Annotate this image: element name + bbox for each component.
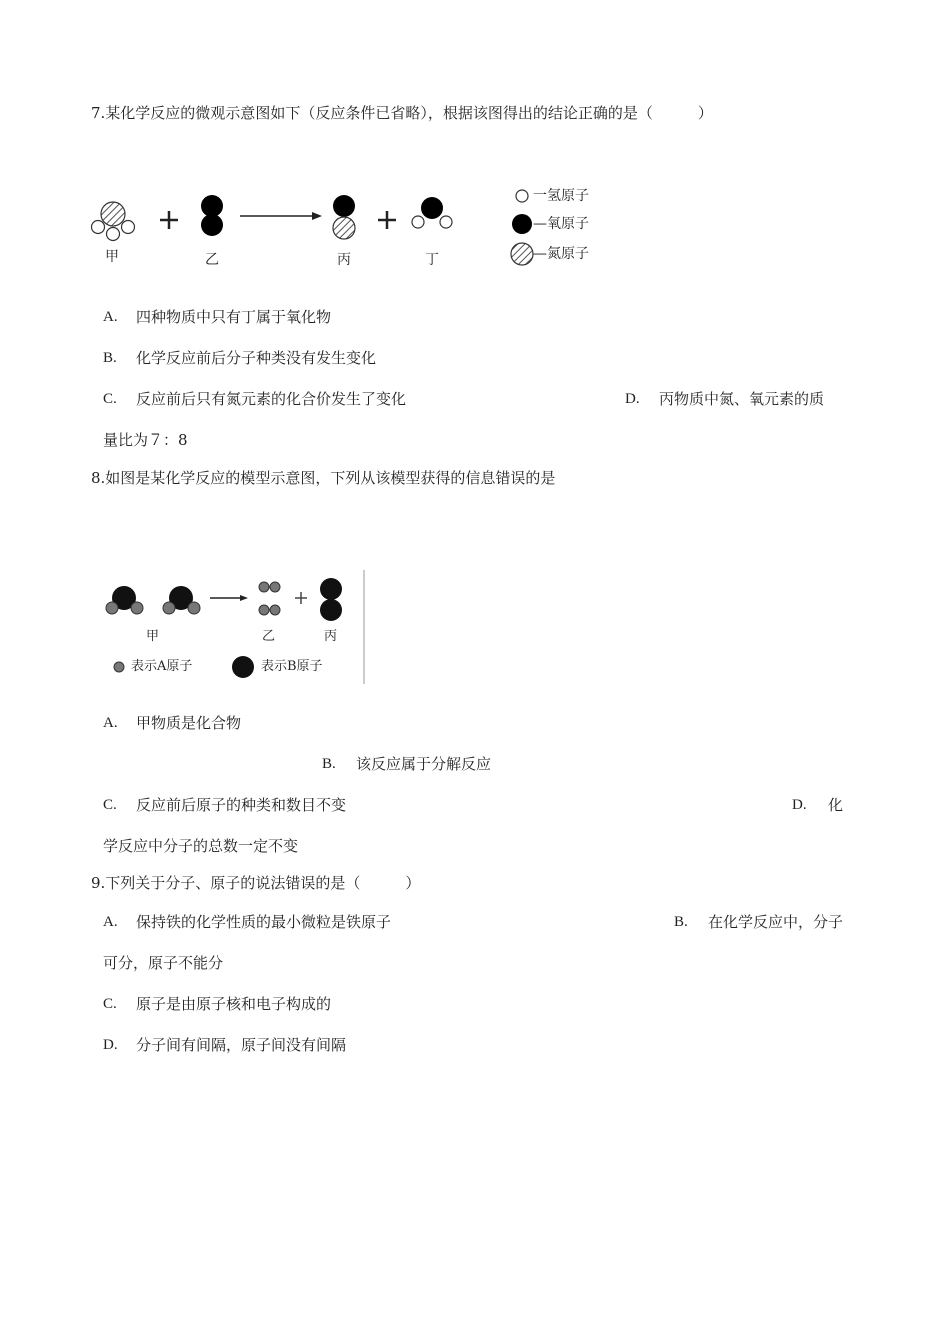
q7-plus-2 <box>378 211 396 229</box>
q7-molecule-yi <box>201 195 223 236</box>
q7-option-b-letter: B. <box>103 350 117 366</box>
q7-label-bing: 丙 <box>337 252 351 268</box>
q8-option-d-continued: 学反应中分子的总数一定不变 <box>103 837 299 855</box>
q8-plus <box>295 592 307 604</box>
q9-option-b-text: 在化学反应中，分子 <box>708 913 844 931</box>
q9-stem: 9.下列关于分子、原子的说法错误的是（ ） <box>91 874 421 892</box>
q9-option-b-continued: 可分，原子不能分 <box>103 954 224 972</box>
q8-molecule-jia-2 <box>163 586 200 614</box>
q9-option-c-text: 原子是由原子核和电子构成的 <box>136 995 332 1013</box>
q9-option-c-letter: C. <box>103 996 117 1012</box>
q7-option-a-text: 四种物质中只有丁属于氧化物 <box>136 308 332 326</box>
q7-reaction-arrow <box>240 212 322 220</box>
q7-stem: 7.某化学反应的微观示意图如下（反应条件已省略），根据该图得出的结论正确的是（ ） <box>91 104 713 122</box>
q7-option-d-continued: 量比为７：8 <box>103 431 188 449</box>
q7-legend-hydrogen: 一氢原子 <box>533 188 589 204</box>
q8-option-a-text: 甲物质是化合物 <box>136 714 242 732</box>
q8-legend-a-symbol <box>114 662 124 672</box>
q8-reaction-arrow <box>210 595 248 601</box>
q9-option-b-letter: B. <box>674 914 688 930</box>
q8-molecule-jia-1 <box>106 586 143 614</box>
q8-stem: 8.如图是某化学反应的模型示意图，下列从该模型获得的信息错误的是 <box>91 469 556 487</box>
q7-option-c-letter: C. <box>103 391 117 407</box>
q8-option-a-letter: A. <box>103 715 118 731</box>
q8-legend-a: 表示A原子 <box>131 659 193 674</box>
q7-option-c-text: 反应前后只有氮元素的化合价发生了变化 <box>136 390 407 408</box>
q7-option-d-letter: D. <box>625 391 640 407</box>
q7-option-a-letter: A. <box>103 309 118 325</box>
q8-molecule-bing <box>320 578 342 621</box>
q7-molecule-bing <box>333 195 355 239</box>
q7-molecule-jia <box>92 202 135 241</box>
q9-option-d-text: 分子间有间隔，原子间没有间隔 <box>136 1036 347 1054</box>
q7-legend-oxygen-symbol <box>512 214 532 234</box>
q8-option-d-letter: D. <box>792 797 807 813</box>
q7-legend-hydrogen-symbol <box>516 190 528 202</box>
q7-option-d-text: 丙物质中氮、氧元素的质 <box>659 390 825 408</box>
q8-molecule-yi <box>259 582 280 615</box>
q8-label-yi: 乙 <box>262 629 276 644</box>
q9-option-d-letter: D. <box>103 1037 118 1053</box>
q8-legend-b-symbol <box>232 656 254 678</box>
q8-legend-b: 表示B原子 <box>261 659 323 674</box>
q7-legend-nitrogen: —氮原子 <box>533 246 589 262</box>
q7-molecule-ding <box>412 197 452 228</box>
q9-option-a-text: 保持铁的化学性质的最小微粒是铁原子 <box>136 913 392 931</box>
q8-label-jia: 甲 <box>146 629 160 644</box>
q8-option-c-letter: C. <box>103 797 117 813</box>
q7-legend-nitrogen-symbol <box>511 243 533 265</box>
q8-option-d-text: 化 <box>828 796 844 814</box>
q7-label-ding: 丁 <box>425 252 439 268</box>
q7-label-jia: 甲 <box>105 249 119 265</box>
q8-label-bing: 丙 <box>324 629 338 644</box>
q9-option-a-letter: A. <box>103 914 118 930</box>
q8-option-b-text: 该反应属于分解反应 <box>356 755 492 773</box>
q7-option-b-text: 化学反应前后分子种类没有发生变化 <box>136 349 377 367</box>
q7-plus-1 <box>160 211 178 229</box>
q8-option-c-text: 反应前后原子的种类和数目不变 <box>136 796 347 814</box>
q8-option-b-letter: B. <box>322 756 336 772</box>
q7-legend-oxygen: —氧原子 <box>533 216 589 232</box>
q7-label-yi: 乙 <box>205 252 219 268</box>
